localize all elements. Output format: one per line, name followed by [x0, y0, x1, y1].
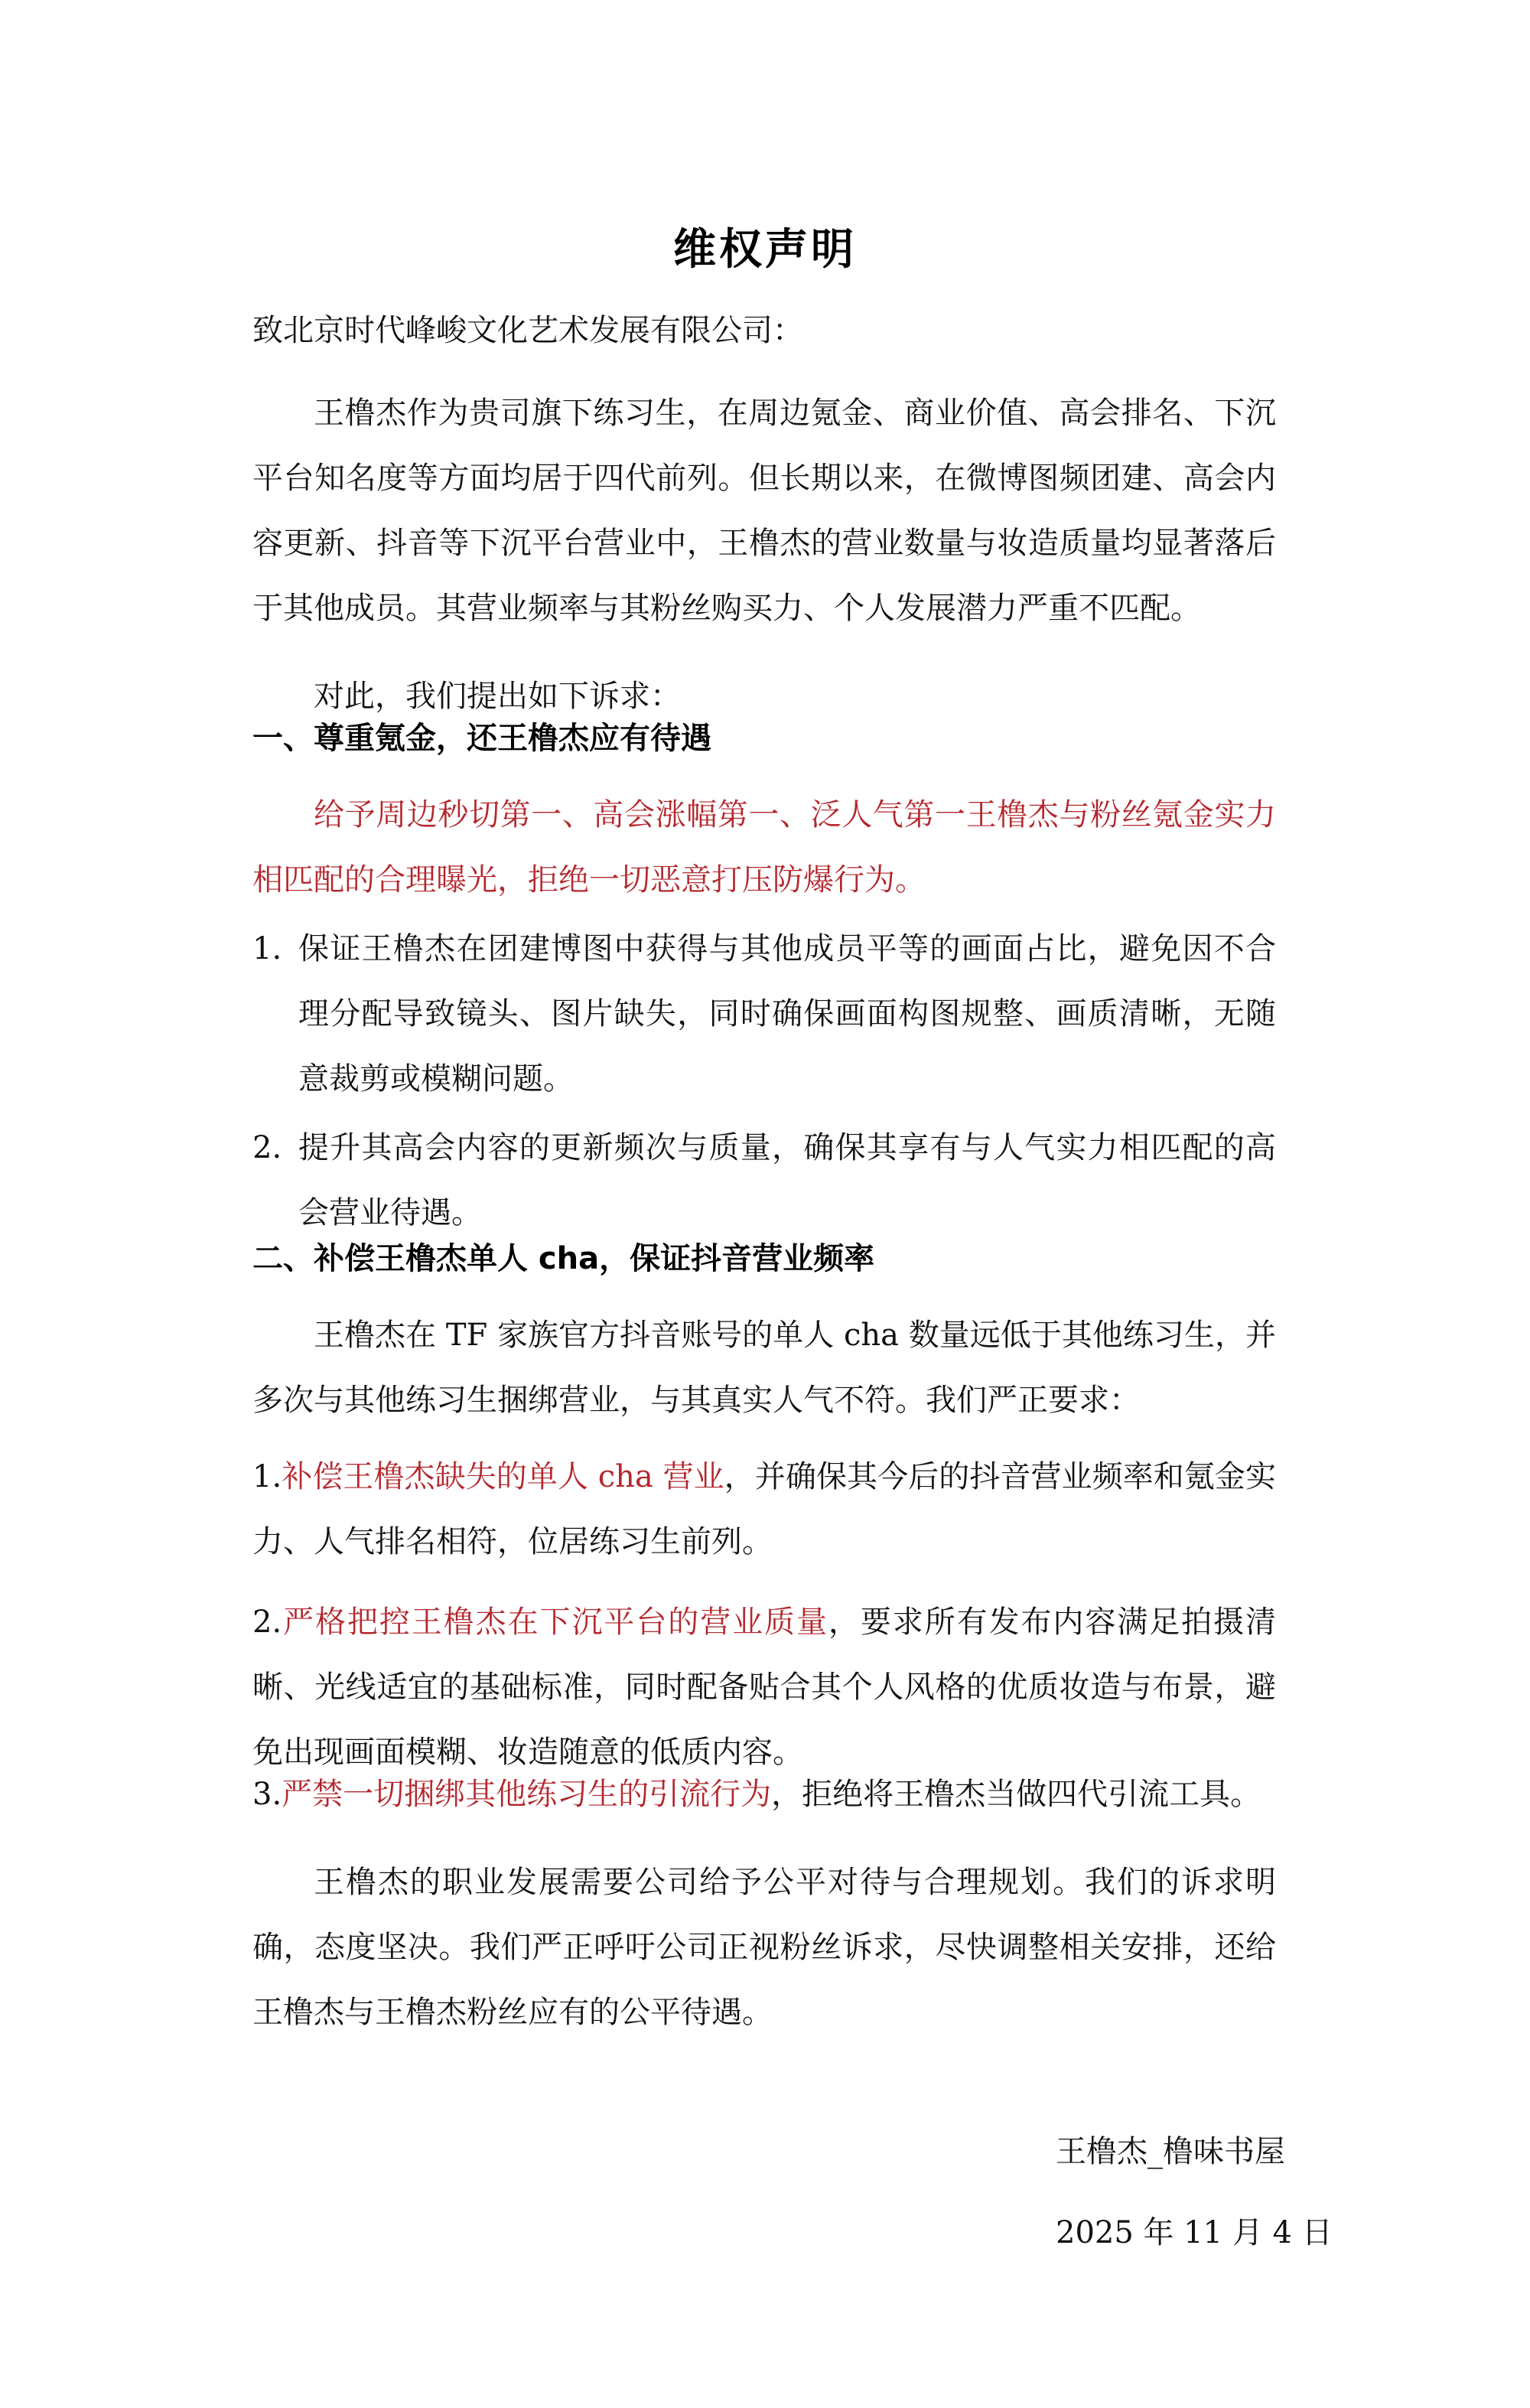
request-highlight: 补偿王橹杰缺失的单人 cha 营业	[282, 1459, 724, 1494]
section2-heading: 二、补偿王橹杰单人 cha，保证抖音营业频率	[252, 1241, 875, 1276]
request-text: ，并确保其今后的抖音营业频率和氪金实力、人气排名相符，位居练习生前列。	[252, 1459, 1276, 1559]
demands-intro: 对此，我们提出如下诉求：	[314, 679, 681, 714]
salutation: 致北京时代峰峻文化艺术发展有限公司：	[252, 313, 803, 348]
section1-heading: 一、尊重氪金，还王橹杰应有待遇	[252, 721, 711, 756]
section2-paragraph: 王橹杰在 TF 家族官方抖音账号的单人 cha 数量远低于其他练习生，并多次与其他练习生捆绑营业，与其真实人气不符。我们严正要求：	[252, 1318, 1276, 1418]
list-number: 1.	[252, 931, 282, 966]
request-text: ，拒绝将王橹杰当做四代引流工具。	[771, 1777, 1261, 1812]
request-number: 3.	[252, 1777, 282, 1812]
section2-request-3	[252, 1762, 1276, 1827]
date: 2025 年 11 月 4 日	[1056, 2215, 1333, 2250]
list-text: 提升其高会内容的更新频次与质量，确保其享有与人气实力相匹配的高会营业待遇。	[298, 1130, 1276, 1230]
section2-request-2	[252, 1590, 1276, 1785]
request-highlight: 严格把控王橹杰在下沉平台的营业质量	[282, 1605, 828, 1640]
request-highlight: 严禁一切捆绑其他练习生的引流行为	[282, 1777, 772, 1812]
closing-paragraph: 王橹杰的职业发展需要公司给予公平对待与合理规划。我们的诉求明确，态度坚决。我们严正呼吁公司正视粉丝诉求，尽快调整相关安排，还给王橹杰与王橹杰粉丝应有的公平待遇。	[252, 1865, 1276, 2030]
section1-item-2	[252, 1116, 1276, 1246]
list-number: 2.	[252, 1130, 282, 1165]
request-text: ，要求所有发布内容满足拍摄清晰、光线适宜的基础标准，同时配备贴合其个人风格的优质妆造与布景，避免出现画面模糊、妆造随意的低质内容。	[252, 1605, 1277, 1770]
section1-highlight: 给予周边秒切第一、高会涨幅第一、泛人气第一王橹杰与粉丝氪金实力相匹配的合理曝光，拒绝一切恶意打压防爆行为。	[252, 797, 1276, 898]
intro-paragraph: 王橹杰作为贵司旗下练习生，在周边氪金、商业价值、高会排名、下沉平台知名度等方面均居于四代前列。但长期以来，在微博图频团建、高会内容更新、抖音等下沉平台营业中，王橹杰的营业数量与妆造质量均显著落后于其他成员。其营业频率与其粉丝购买力、个人发展潜力严重不匹配。	[252, 396, 1276, 626]
section1-item-1	[252, 917, 1276, 1112]
request-number: 2.	[252, 1605, 282, 1640]
section2-request-1	[252, 1445, 1276, 1575]
list-text: 保证王橹杰在团建博图中获得与其他成员平等的画面占比，避免因不合理分配导致镜头、图片缺失，同时确保画面构图规整、画质清晰，无随意裁剪或模糊问题。	[298, 931, 1276, 1096]
signature: 王橹杰_橹味书屋	[1056, 2134, 1285, 2169]
request-number: 1.	[252, 1459, 282, 1494]
document-title: 维权声明	[673, 225, 857, 275]
